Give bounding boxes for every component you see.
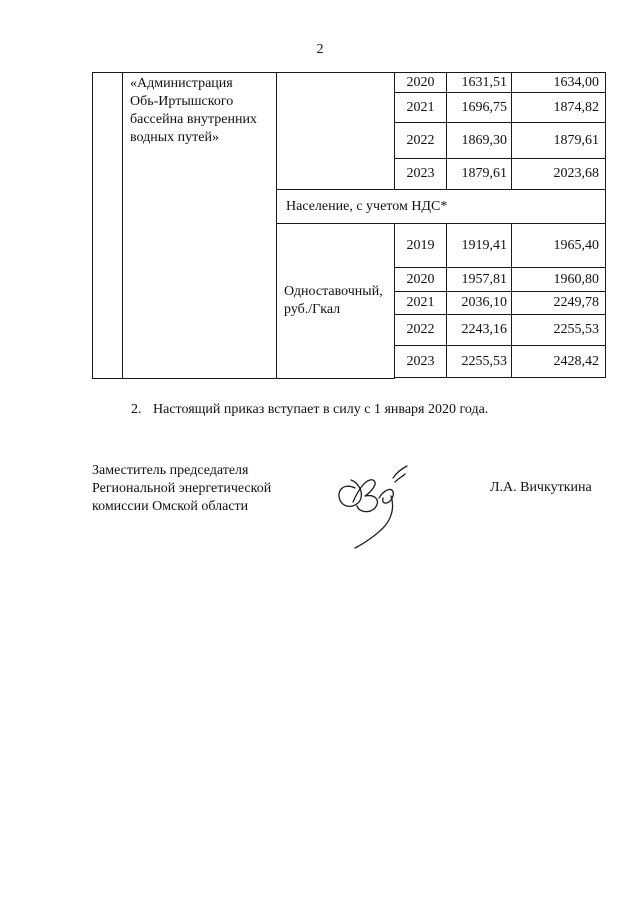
signatory-title [92,462,271,516]
signatory-title-line: комиссии Омской области [92,499,249,514]
tariff-value-cell: 1696,75 [447,93,512,123]
tariff-value-cell: 2249,78 [512,292,606,315]
tariff-value-cell: 1879,61 [447,159,512,190]
tariff-value-cell: 2428,42 [512,346,606,378]
year-cell: 2019 [395,224,447,268]
tariff-value-cell: 1874,82 [512,93,606,123]
year-cell: 2020 [395,268,447,292]
clause-text: Настоящий приказ вступает в силу с 1 января 2020 года. [153,402,489,417]
tariff-type-cell [277,73,395,190]
tariff-value-cell: 2255,53 [447,346,512,378]
year-cell: 2022 [395,315,447,346]
section-header: Население, с учетом НДС* [277,190,606,224]
page-number: 2 [316,42,324,57]
signatory-title-line: Региональной энергетической [92,481,272,496]
tariff-value-cell: 2255,53 [512,315,606,346]
tariff-value-cell: 1957,81 [447,268,512,292]
tariff-value-cell: 1919,41 [447,224,512,268]
year-cell: 2021 [395,292,447,315]
tariff-unit: Одноставочный, руб./Гкал [277,224,395,379]
year-cell: 2022 [395,123,447,159]
tariff-value-cell: 1965,40 [512,224,606,268]
organization-name: «Администрация Обь-Иртышского бассейна внутренних водных путей» [123,73,277,379]
tariff-value-cell: 1869,30 [447,123,512,159]
tariff-value-cell: 1634,00 [512,73,606,93]
clause-paragraph [131,402,488,418]
tariff-value-cell: 1960,80 [512,268,606,292]
year-cell: 2021 [395,93,447,123]
tariff-table [92,72,606,379]
year-cell: 2023 [395,159,447,190]
handwritten-signature [333,458,413,550]
tariff-value-cell: 1879,61 [512,123,606,159]
signatory-title-line: Заместитель председателя [92,463,249,478]
signer-name: Л.А. Вичкуткина [490,480,592,495]
year-cell: 2020 [395,73,447,93]
tariff-value-cell: 2243,16 [447,315,512,346]
year-cell: 2023 [395,346,447,378]
tariff-value-cell: 2036,10 [447,292,512,315]
table-row [93,73,606,93]
tariff-value-cell: 2023,68 [512,159,606,190]
row-number-cell [93,73,123,379]
tariff-value-cell: 1631,51 [447,73,512,93]
clause-number: 2. [131,402,142,417]
